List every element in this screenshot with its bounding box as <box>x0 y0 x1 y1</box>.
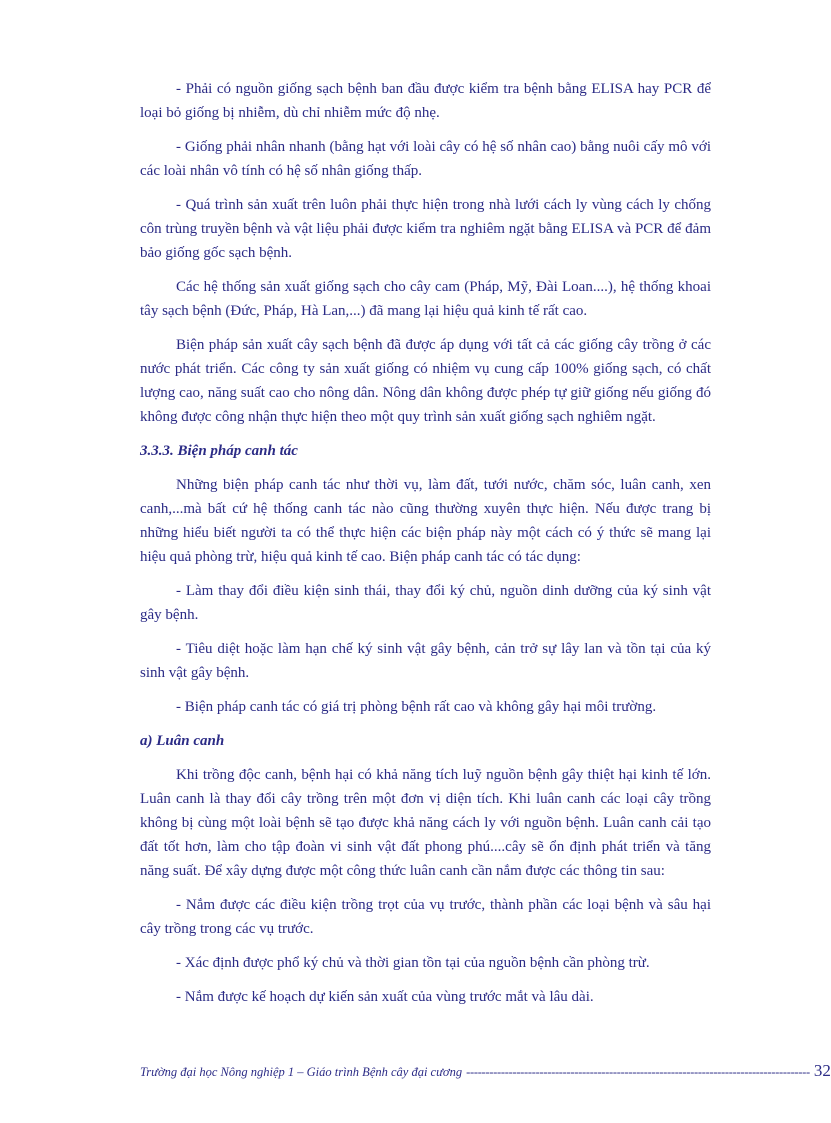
paragraph: - Quá trình sản xuất trên luôn phải thực hiện trong nhà lưới cách ly vùng cách ly chống côn trùng truyền bệnh và vật liệu phải được kiểm tra nghiêm ngặt bằng ELISA và PCR để đảm bảo giống gốc sạch bệnh. <box>140 197 711 261</box>
paragraph: Khi trồng độc canh, bệnh hại có khả năng tích luỹ nguồn bệnh gây thiệt hại kinh tế lớn. Luân canh là thay đổi cây trồng trên một đơn vị diện tích. Khi luân canh các loại cây trồng không bị cùng một loài bệnh sẽ tạo được khả năng cách ly với nguồn bệnh. Luân canh cải tạo đất tốt hơn, làm cho tập đoàn vi sinh vật đất phong phú....cây sẽ ổn định phát triển và tăng năng suất. Để xây dựng được một công thức luân canh cần nắm được các thông tin sau: <box>140 767 711 879</box>
paragraph: - Làm thay đổi điều kiện sinh thái, thay đổi ký chủ, nguồn dinh dưỡng của ký sinh vật gây bệnh. <box>140 583 711 623</box>
page-body <box>140 77 711 1019</box>
paragraph: - Nắm được các điều kiện trồng trọt của vụ trước, thành phần các loại bệnh và sâu hại cây trồng trong các vụ trước. <box>140 897 711 937</box>
paragraph: - Xác định được phổ ký chủ và thời gian tồn tại của nguồn bệnh cần phòng trừ. <box>176 955 650 971</box>
page-number: 32 <box>813 1061 831 1080</box>
paragraph: - Giống phải nhân nhanh (bằng hạt với loài cây có hệ số nhân cao) bằng nuôi cấy mô với các loài nhân vô tính có hệ số nhân giống thấp. <box>140 139 711 179</box>
paragraph: - Biện pháp canh tác có giá trị phòng bệnh rất cao và không gây hại môi trường. <box>176 699 657 715</box>
paragraph: - Tiêu diệt hoặc làm hạn chế ký sinh vật gây bệnh, cản trở sự lây lan và tồn tại của ký sinh vật gây bệnh. <box>140 641 711 681</box>
paragraph: - Phải có nguồn giống sạch bệnh ban đầu được kiểm tra bệnh bằng ELISA hay PCR để loại bỏ giống bị nhiễm, dù chỉ nhiễm mức độ nhẹ. <box>140 81 711 121</box>
page-footer <box>140 1061 831 1083</box>
paragraph: Các hệ thống sản xuất giống sạch cho cây cam (Pháp, Mỹ, Đài Loan....), hệ thống khoai tây sạch bệnh (Đức, Pháp, Hà Lan,...) đã mang lại hiệu quả kinh tế rất cao. <box>140 279 711 319</box>
paragraph: Những biện pháp canh tác như thời vụ, làm đất, tưới nước, chăm sóc, luân canh, xen canh,...mà bất cứ hệ thống canh tác nào cũng thường xuyên thực hiện. Nếu được trang bị những hiểu biết người ta có thể thực hiện các biện pháp này một cách có ý thức sẽ mang lại hiệu quả phòng trừ, hiệu quả kinh tế cao. Biện pháp canh tác có tác dụng: <box>140 477 711 565</box>
footer-dash-leader: ----------------------------------------------------------------------------------------- <box>466 1065 810 1079</box>
paragraph: - Nắm được kế hoạch dự kiến sản xuất của vùng trước mắt và lâu dài. <box>176 989 594 1005</box>
paragraph: Biện pháp sản xuất cây sạch bệnh đã được áp dụng với tất cả các giống cây trồng ở các nước phát triển. Các công ty sản xuất giống có nhiệm vụ cung cấp 100% giống sạch, có chất lượng cao, năng suất cao cho nông dân. Nông dân không được phép tự giữ giống nếu giống đó không được công nhận thực hiện theo một quy trình sản xuất giống sạch nghiêm ngặt. <box>140 337 711 425</box>
subsection-heading: a) Luân canh <box>140 733 225 749</box>
section-heading: 3.3.3. Biện pháp canh tác <box>140 443 298 459</box>
footer-text: Trường đại học Nông nghiệp 1 – Giáo trình Bệnh cây đại cương <box>140 1065 463 1079</box>
